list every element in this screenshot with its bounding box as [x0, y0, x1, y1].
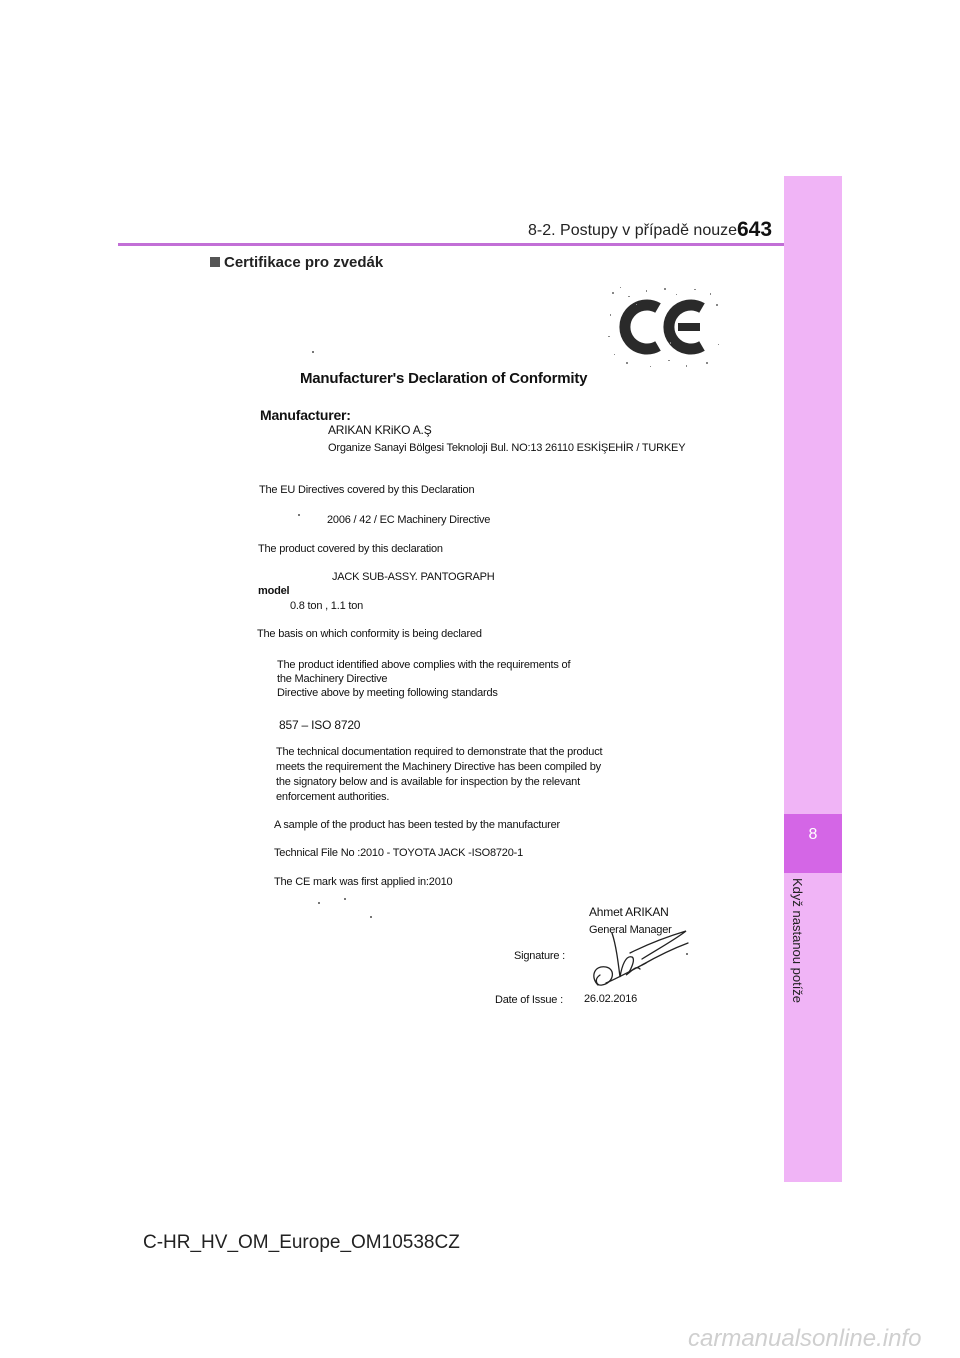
- complies-line-3: Directive above by meeting following standards: [277, 687, 498, 699]
- scan-speck: [686, 953, 688, 955]
- scan-speck: [370, 916, 372, 918]
- technical-file: Technical File No :2010 - TOYOTA JACK -ISO8720-1: [274, 847, 524, 859]
- footer-watermark[interactable]: carmanualsonline.info: [688, 1325, 922, 1352]
- sample-text: A sample of the product has been tested by the manufacturer: [274, 819, 560, 831]
- techdoc-line-1: The technical documentation required to demonstrate that the product: [276, 746, 603, 758]
- section-title: 8-2. Postupy v případě nouze: [528, 222, 738, 239]
- directives-label: The EU Directives covered by this Declaration: [259, 484, 475, 496]
- signature-label: Signature :: [514, 950, 566, 962]
- chapter-title: Když nastanou potíže: [790, 878, 805, 1004]
- manufacturer-address: Organize Sanayi Bölgesi Teknoloji Bul. NO:13 26110 ESKİŞEHİR / TURKEY: [328, 442, 686, 454]
- model-label: model: [258, 585, 290, 597]
- page-heading: [210, 254, 383, 271]
- complies-line-1: The product identified above complies with the requirements of: [277, 659, 571, 671]
- ce-mark-text: The CE mark was first applied in:2010: [274, 876, 453, 888]
- declaration-title: Manufacturer's Declaration of Conformity: [300, 370, 588, 387]
- manufacturer-label: Manufacturer:: [260, 407, 351, 423]
- header-rule: [118, 243, 784, 246]
- product-label: The product covered by this declaration: [258, 543, 443, 555]
- chapter-sidebar: [784, 176, 842, 1182]
- scan-speck: [344, 898, 346, 900]
- signer-name: Ahmet ARIKAN: [589, 905, 669, 919]
- date-label: Date of Issue :: [495, 994, 563, 1006]
- handwritten-signature: [586, 925, 696, 995]
- square-bullet-icon: [210, 257, 220, 267]
- techdoc-line-4: enforcement authorities.: [276, 791, 390, 803]
- heading-text: Certifikace pro zvedák: [224, 254, 384, 271]
- scan-speck: [312, 351, 314, 353]
- product-name: JACK SUB-ASSY. PANTOGRAPH: [332, 571, 495, 583]
- techdoc-line-3: the signatory below and is available for inspection by the relevant: [276, 776, 580, 788]
- page-number: 643: [737, 218, 773, 241]
- complies-line-2: the Machinery Directive: [277, 673, 388, 685]
- standard: 857 – ISO 8720: [279, 718, 361, 732]
- directive: 2006 / 42 / EC Machinery Directive: [327, 514, 491, 526]
- ce-mark-logo: [606, 284, 724, 370]
- scan-speck: [318, 902, 320, 904]
- scan-speck: [298, 514, 300, 516]
- basis-label: The basis on which conformity is being declared: [257, 628, 482, 640]
- model-value: 0.8 ton , 1.1 ton: [290, 600, 364, 612]
- manufacturer-name: ARIKAN KRiKO A.Ş: [328, 423, 432, 437]
- footer-code: C-HR_HV_OM_Europe_OM10538CZ: [143, 1232, 460, 1253]
- signer-title: General Manager: [589, 924, 672, 936]
- chapter-number: 8: [808, 826, 818, 843]
- date-value: 26.02.2016: [584, 993, 638, 1005]
- techdoc-line-2: meets the requirement the Machinery Directive has been compiled by: [276, 761, 601, 773]
